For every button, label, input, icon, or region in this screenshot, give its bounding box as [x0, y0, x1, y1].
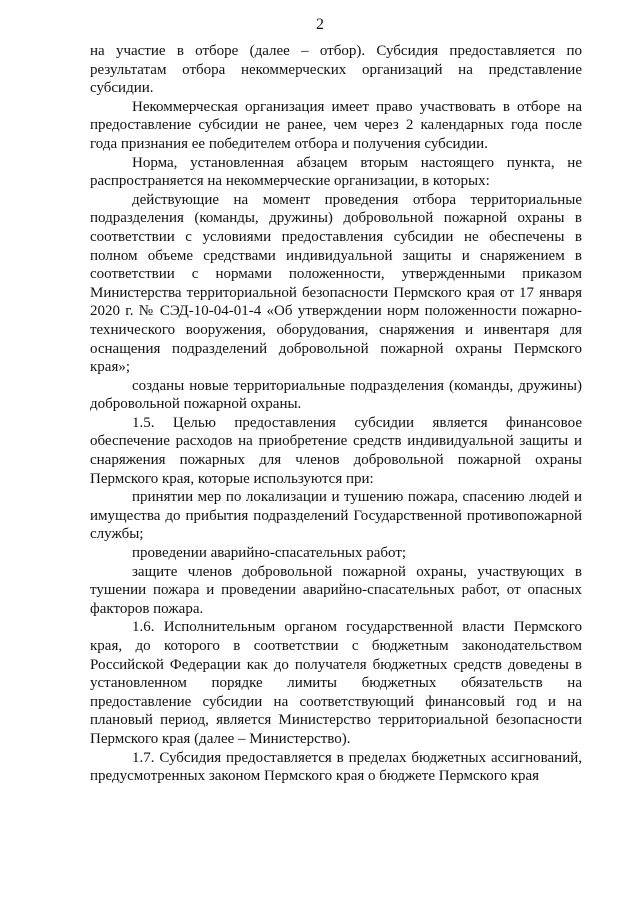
page-number: 2 [316, 16, 324, 33]
paragraph: на участие в отборе (далее – отбор). Субсидия предоставляется по результатам отбора некоммерческих организаций на представление субсидии. [90, 43, 582, 97]
paragraph: 1.6. Исполнительным органом государственной власти Пермского края, до которого в соответствии с бюджетным законодательством Российской Федерации как до получателя бюджетных средств доведены в установленном порядке лимиты бюджетных обязательств на предоставление субсидии на соответствующий финансовый год и на плановый период, является Министерство территориальной безопасности Пермского края (далее – Министерство). [90, 619, 582, 747]
paragraph: защите членов добровольной пожарной охраны, участвующих в тушении пожара и проведении аварийно-спасательных работ, от опасных факторов пожара. [90, 563, 582, 617]
paragraph: 1.5. Целью предоставления субсидии является финансовое обеспечение расходов на приобретение средств индивидуальной защиты и снаряжения пожарных для членов добровольной пожарной охраны Пермского края, которые используются при: [90, 414, 582, 487]
paragraph: действующие на момент проведения отбора территориальные подразделения (команды, дружины) добровольной пожарной охраны в соответствии с условиями предоставления субсидии не обеспечены в полном объеме средствами индивидуальной защиты и снаряжением в соответствии с нормами положенности, утвержденными приказом Министерства территориальной безопасности Пермского края от 17 января 2020 г. № СЭД-10-04-01-4 «Об утверждении норм положенности пожарно-технического вооружения, оборудования, снаряжения и инвентаря для оснащения подразделений добровольной пожарной охраны Пермского края»; [90, 191, 582, 376]
paragraph: созданы новые территориальные подразделения (команды, дружины) добровольной пожарной охраны. [90, 377, 582, 413]
paragraph: Некоммерческая организация имеет право участвовать в отборе на предоставление субсидии не ранее, чем через 2 календарных года после года признания ее победителем отбора и получения субсидии. [90, 98, 582, 152]
document-body [90, 42, 582, 786]
paragraph: Норма, установленная абзацем вторым настоящего пункта, не распространяется на некоммерческие организации, в которых: [90, 154, 582, 190]
paragraph: проведении аварийно-спасательных работ; [132, 545, 407, 562]
paragraph: 1.7. Субсидия предоставляется в пределах бюджетных ассигнований, предусмотренных законом Пермского края о бюджете Пермского края [90, 749, 582, 785]
paragraph: принятии мер по локализации и тушению пожара, спасению людей и имущества до прибытия подразделений Государственной противопожарной службы; [90, 489, 582, 543]
